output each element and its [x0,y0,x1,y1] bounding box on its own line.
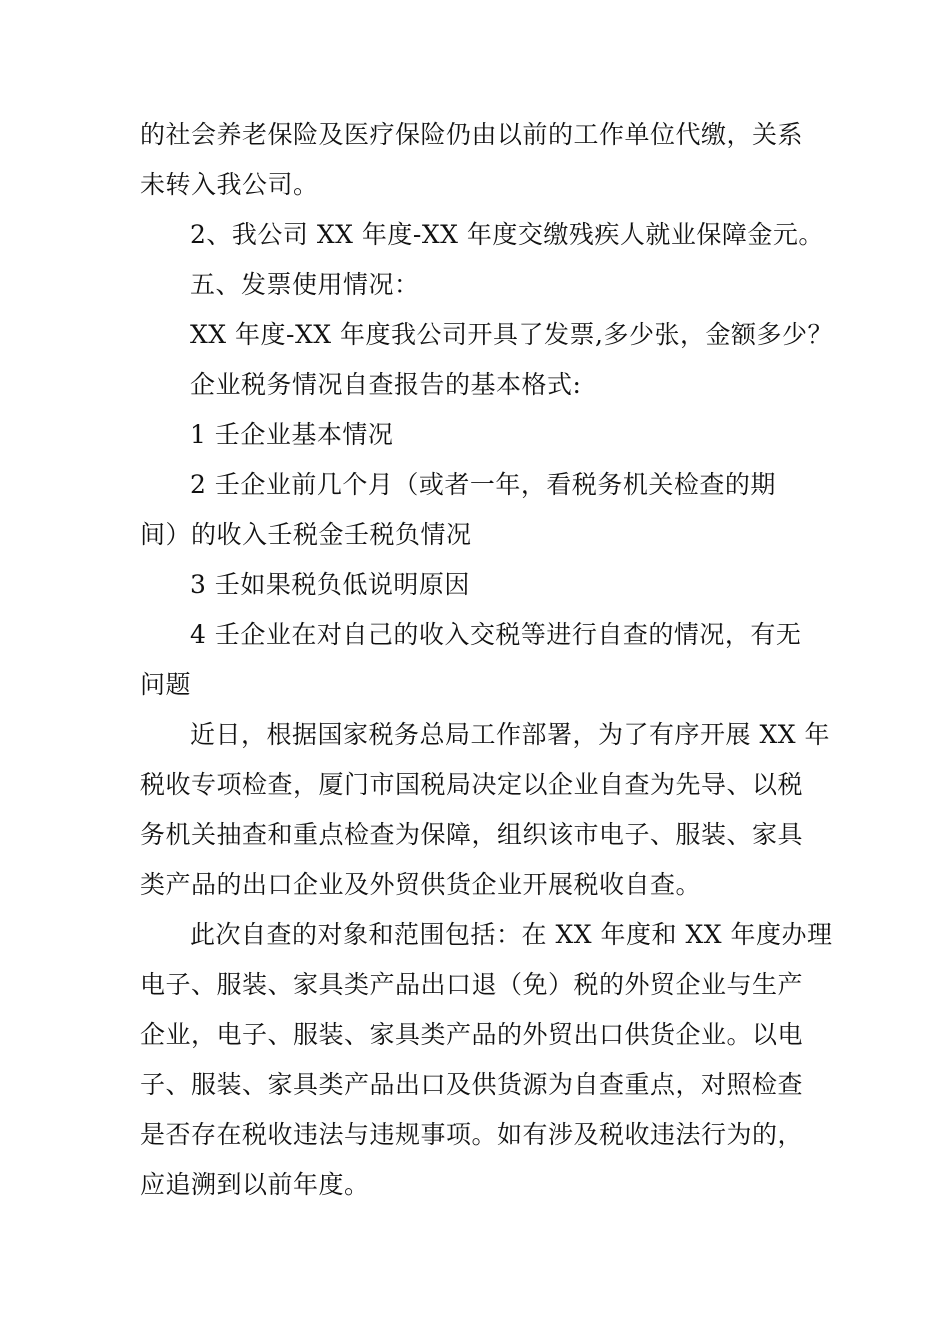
text-line: 1 壬企业基本情况 [190,420,394,449]
text-line: 问题 [140,670,192,699]
text-line: 的社会养老保险及医疗保险仍由以前的工作单位代缴，关系 [140,120,804,149]
paragraph [140,310,833,360]
paragraph [140,210,830,260]
text-line: 企业，电子、服装、家具类产品的外贸出口供货企业。以电 [140,1020,804,1049]
paragraph [140,360,830,410]
text-line: 2 壬企业前几个月（或者一年，看税务机关检查的期 [190,470,776,499]
text-line: 务机关抽查和重点检查为保障，组织该市电子、服装、家具 [140,820,804,849]
text-line: 近日，根据国家税务总局工作部署，为了有序开展 XX 年 [190,720,830,749]
text-line: 子、服装、家具类产品出口及供货源为自查重点，对照检查 [140,1070,804,1099]
paragraph [140,610,830,710]
text-line: 此次自查的对象和范围包括：在 XX 年度和 XX 年度办理 [190,920,833,949]
paragraph [140,260,830,310]
text-line: 应追溯到以前年度。 [140,1170,370,1199]
text-line: 类产品的出口企业及外贸供货企业开展税收自查。 [140,870,702,899]
paragraph [140,110,830,210]
text-line: 五、发票使用情况： [190,270,420,299]
paragraph [140,460,830,560]
text-line: 间）的收入壬税金壬税负情况 [140,520,472,549]
text-line: 未转入我公司。 [140,170,319,199]
paragraph [140,560,830,610]
paragraph [140,910,833,1210]
paragraph [140,710,830,910]
paragraph [140,410,830,460]
text-line: 4 壬企业在对自己的收入交税等进行自查的情况，有无 [190,620,802,649]
text-line: 2、我公司 XX 年度-XX 年度交缴残疾人就业保障金元。 [190,220,824,249]
text-line: 电子、服装、家具类产品出口退（免）税的外贸企业与生产 [140,970,804,999]
text-line: XX 年度-XX 年度我公司开具了发票,多少张，金额多少？ [190,320,833,349]
text-line: 税收专项检查，厦门市国税局决定以企业自查为先导、以税 [140,770,804,799]
text-line: 是否存在税收违法与违规事项。如有涉及税收违法行为的， [140,1120,804,1149]
document-body [140,110,833,1210]
text-line: 企业税务情况自查报告的基本格式: [190,370,582,399]
text-line: 3 壬如果税负低说明原因 [190,570,470,599]
